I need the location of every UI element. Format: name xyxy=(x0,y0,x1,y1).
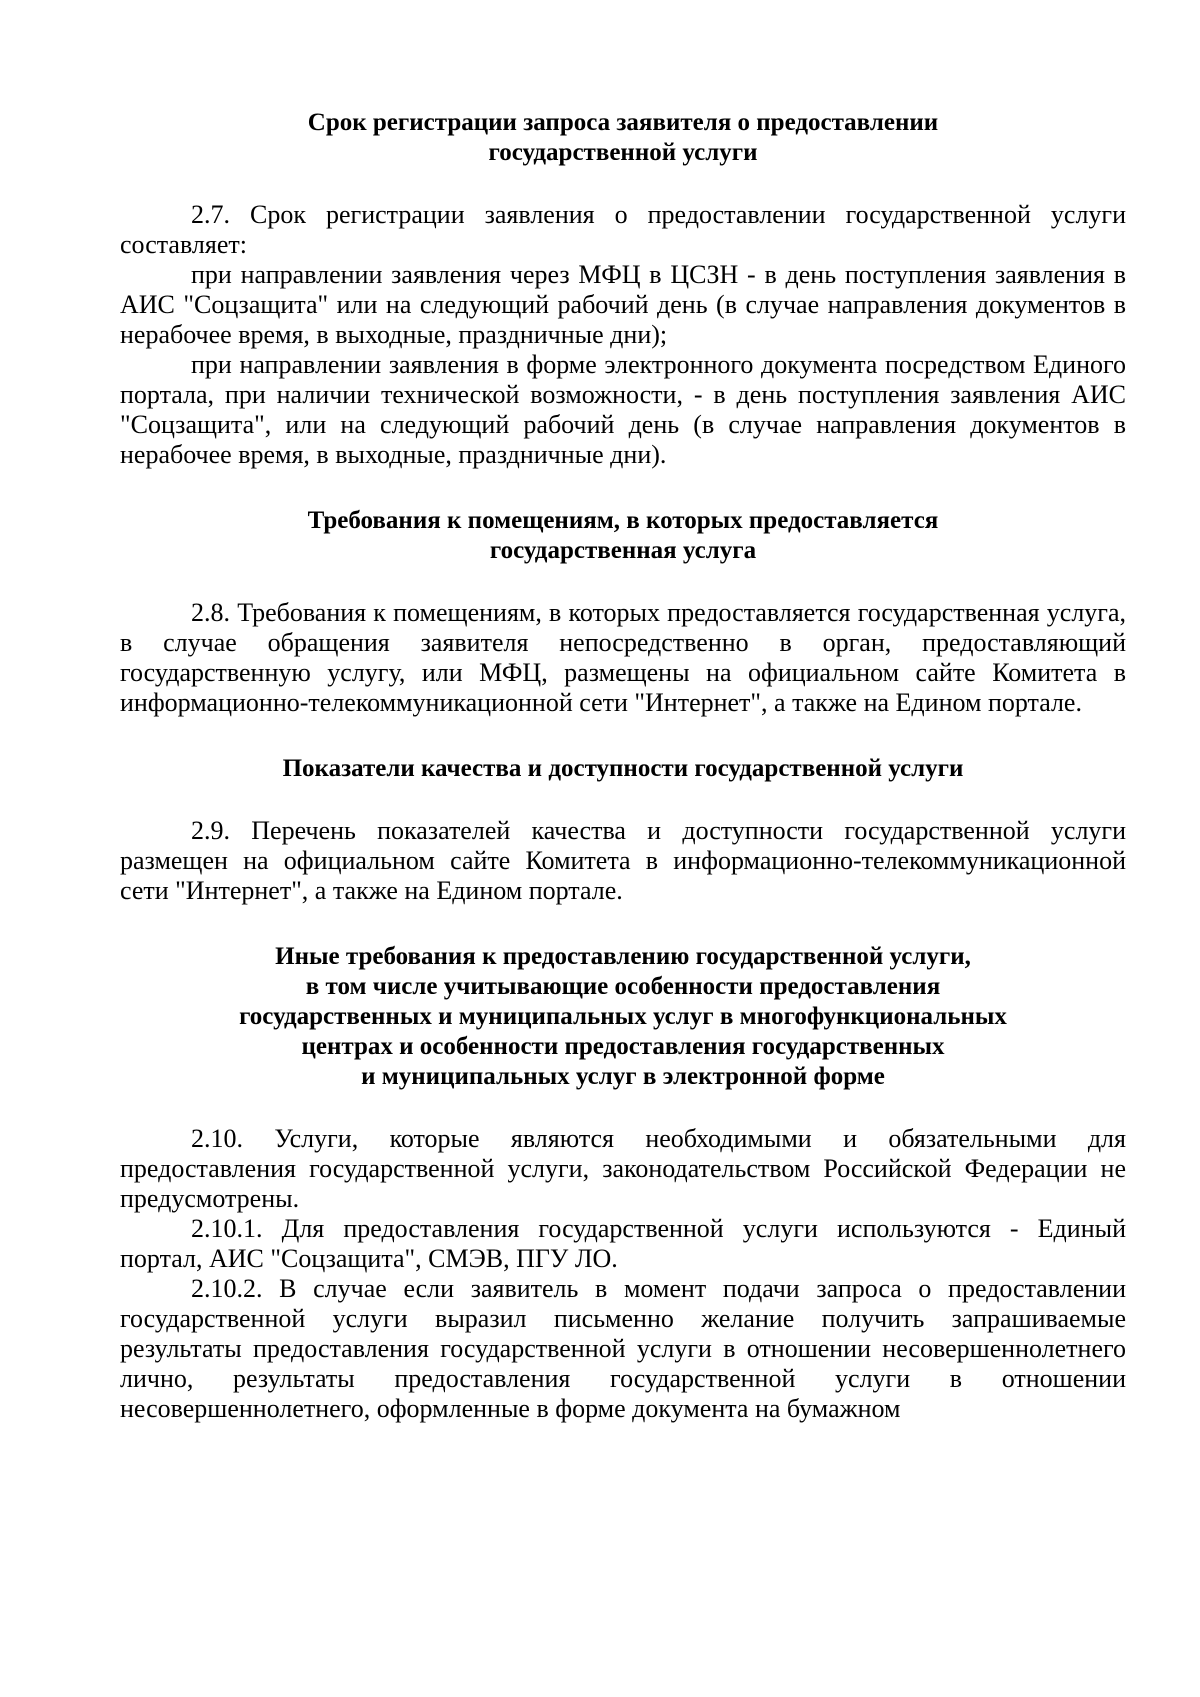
paragraph: 2.7. Срок регистрации заявления о предоставлении государственной услуги составляет: xyxy=(120,200,1126,259)
heading-line: государственная услуга xyxy=(489,537,757,564)
heading-line: государственных и муниципальных услуг в многофункциональных xyxy=(239,1003,1007,1030)
heading-line: Иные требования к предоставлению государственной услуги, xyxy=(275,943,971,970)
section-heading xyxy=(120,754,1126,784)
heading-line: Требования к помещениям, в которых предоставляется xyxy=(307,507,939,534)
heading-line: в том числе учитывающие особенности предоставления xyxy=(305,973,941,1000)
paragraph: при направлении заявления в форме электронного документа посредством Единого портала, при наличии технической возможности, - в день поступления заявления АИС "Соцзащита", или на следующий рабочий день (в случае направления документов в нерабочее время, в выходные, праздничные дни). xyxy=(120,350,1126,469)
paragraph: 2.10.1. Для предоставления государственной услуги используются - Единый портал, АИС "Соцзащита", СМЭВ, ПГУ ЛО. xyxy=(120,1214,1126,1273)
heading-line: государственной услуги xyxy=(488,139,758,166)
section-heading xyxy=(120,108,1126,168)
section-heading xyxy=(120,942,1126,1092)
paragraph: при направлении заявления через МФЦ в ЦСЗН - в день поступления заявления в АИС "Соцзащита" или на следующий рабочий день (в случае направления документов в нерабочее время, в выходные, праздничные дни); xyxy=(120,260,1126,349)
heading-line: Срок регистрации запроса заявителя о предоставлении xyxy=(307,109,939,136)
paragraph: 2.8. Требования к помещениям, в которых предоставляется государственная услуга, в случае обращения заявителя непосредственно в орган, предоставляющий государственную услугу, или МФЦ, размещены на официальном сайте Комитета в информационно-телекоммуникационной сети "Интернет", а также на Едином портале. xyxy=(120,598,1126,717)
document-page xyxy=(120,108,1126,1424)
heading-line: центрах и особенности предоставления государственных xyxy=(301,1033,945,1060)
paragraph: 2.10.2. В случае если заявитель в момент подачи запроса о предоставлении государственной услуги выразил письменно желание получить запрашиваемые результаты предоставления государственной услуги в отношении несовершеннолетнего лично, результаты предоставления государственной услуги в отношении несовершеннолетнего, оформленные в форме документа на бумажном xyxy=(120,1274,1126,1423)
section-heading xyxy=(120,506,1126,566)
heading-line: Показатели качества и доступности государственной услуги xyxy=(282,755,964,782)
paragraph: 2.10. Услуги, которые являются необходимыми и обязательными для предоставления государственной услуги, законодательством Российской Федерации не предусмотрены. xyxy=(120,1124,1126,1213)
heading-line: и муниципальных услуг в электронной форме xyxy=(361,1063,885,1090)
paragraph: 2.9. Перечень показателей качества и доступности государственной услуги размещен на официальном сайте Комитета в информационно-телекоммуникационной сети "Интернет", а также на Едином портале. xyxy=(120,816,1126,905)
